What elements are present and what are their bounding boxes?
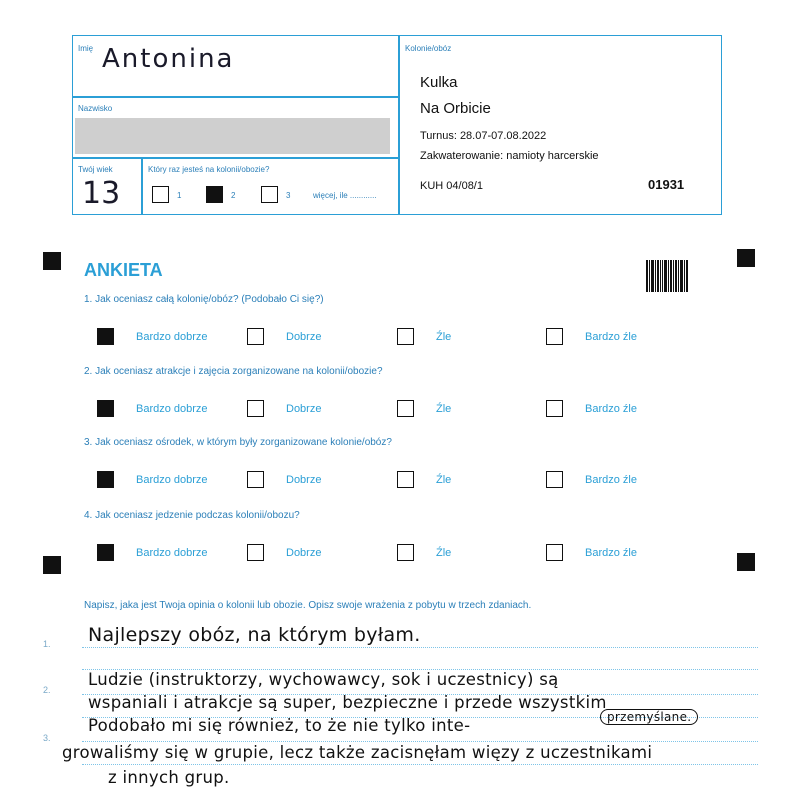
rating-checkbox[interactable]	[397, 328, 414, 345]
age-divider	[141, 157, 143, 215]
rating-option-label: Dobrze	[286, 403, 322, 415]
form-number: 01931	[648, 177, 685, 192]
registration-marker	[737, 249, 755, 267]
barcode	[646, 260, 688, 292]
name-label: Imię	[78, 44, 94, 53]
rating-checkbox[interactable]	[97, 400, 114, 417]
question-text: 3. Jak oceniasz ośrodek, w którym były zorganizowane kolonie/obóz?	[84, 437, 392, 448]
registration-marker	[737, 553, 755, 571]
name-divider	[72, 96, 399, 98]
rating-checkbox[interactable]	[546, 400, 563, 417]
times-checkbox-3[interactable]	[261, 186, 278, 203]
answer-line-2b[interactable]: wspaniali i atrakcje są super, bezpieczne i przede wszystkim	[88, 693, 607, 712]
rating-option-label: Źle	[436, 547, 452, 559]
opinion-prompt: Napisz, jaka jest Twoja opinia o kolonii lub obozie. Opisz swoje wrażenia z pobytu w trzech zdaniach.	[84, 600, 532, 611]
times-checkbox-2[interactable]	[206, 186, 223, 203]
answer-line-3a[interactable]: Podobało mi się również, to że nie tylko inte-	[88, 716, 471, 735]
rating-checkbox[interactable]	[397, 400, 414, 417]
times-option-2: 2	[231, 191, 236, 200]
rating-option-label: Źle	[436, 474, 452, 486]
answer-line-3b[interactable]: growaliśmy się w grupie, lecz także zacisnęłam więzy z uczestnikami	[62, 743, 653, 762]
age-label: Twój wiek	[78, 165, 113, 174]
rating-option-label: Bardzo dobrze	[136, 474, 208, 486]
rating-checkbox[interactable]	[97, 328, 114, 345]
answer-line-1[interactable]: Najlepszy obóz, na którym byłam.	[88, 624, 421, 646]
rating-checkbox[interactable]	[247, 328, 264, 345]
rating-option-label: Bardzo źle	[585, 547, 637, 559]
times-label: Który raz jesteś na kolonii/obozie?	[148, 165, 270, 174]
registration-marker	[43, 252, 61, 270]
camp-label: Kolonie/obóz	[405, 44, 452, 53]
rating-checkbox[interactable]	[247, 400, 264, 417]
rating-option-label: Dobrze	[286, 474, 322, 486]
rating-option-label: Bardzo źle	[585, 474, 637, 486]
rating-option-label: Źle	[436, 331, 452, 343]
rating-checkbox[interactable]	[247, 471, 264, 488]
rating-checkbox[interactable]	[546, 471, 563, 488]
rating-checkbox[interactable]	[397, 471, 414, 488]
rating-checkbox[interactable]	[397, 544, 414, 561]
rating-option-label: Bardzo źle	[585, 403, 637, 415]
answer-insert-note[interactable]: przemyślane.	[600, 709, 698, 725]
line-number: 3.	[43, 733, 51, 743]
rating-option-label: Źle	[436, 403, 452, 415]
rating-checkbox[interactable]	[97, 471, 114, 488]
camp-name: Kulka	[420, 74, 458, 91]
registration-marker	[43, 556, 61, 574]
times-option-1: 1	[177, 191, 182, 200]
times-option-3: 3	[286, 191, 291, 200]
question-text: 4. Jak oceniasz jedzenie podczas kolonii/obozu?	[84, 510, 300, 521]
question-text: 2. Jak oceniasz atrakcje i zajęcia zorganizowane na kolonii/obozie?	[84, 366, 383, 377]
line-number: 2.	[43, 685, 51, 695]
times-checkbox-1[interactable]	[152, 186, 169, 203]
rating-option-label: Dobrze	[286, 547, 322, 559]
surname-divider	[72, 157, 399, 159]
rating-checkbox[interactable]	[546, 544, 563, 561]
survey-title: ANKIETA	[84, 260, 163, 280]
surname-redacted[interactable]	[75, 118, 390, 154]
writing-line	[82, 647, 758, 648]
camp-subtitle: Na Orbicie	[420, 100, 491, 117]
rating-option-label: Bardzo dobrze	[136, 547, 208, 559]
camp-code: KUH 04/08/1	[420, 180, 483, 192]
surname-label: Nazwisko	[78, 104, 113, 113]
turnus: Turnus: 28.07-07.08.2022	[420, 130, 547, 142]
answer-line-3c[interactable]: z innych grup.	[108, 768, 230, 787]
writing-line	[82, 764, 758, 765]
times-more: więcej, ile ............	[313, 191, 377, 200]
age-value[interactable]: 13	[82, 176, 121, 211]
rating-option-label: Bardzo dobrze	[136, 331, 208, 343]
header-divider	[398, 35, 400, 215]
name-value[interactable]: Antonina	[102, 44, 235, 74]
rating-option-label: Bardzo dobrze	[136, 403, 208, 415]
rating-option-label: Dobrze	[286, 331, 322, 343]
answer-line-2a[interactable]: Ludzie (instruktorzy, wychowawcy, sok i uczestnicy) są	[88, 670, 559, 689]
rating-checkbox[interactable]	[546, 328, 563, 345]
line-number: 1.	[43, 639, 51, 649]
rating-option-label: Bardzo źle	[585, 331, 637, 343]
question-text: 1. Jak oceniasz całą kolonię/obóz? (Podobało Ci się?)	[84, 294, 324, 305]
rating-checkbox[interactable]	[97, 544, 114, 561]
writing-line	[82, 741, 758, 742]
rating-checkbox[interactable]	[247, 544, 264, 561]
lodging: Zakwaterowanie: namioty harcerskie	[420, 150, 599, 162]
